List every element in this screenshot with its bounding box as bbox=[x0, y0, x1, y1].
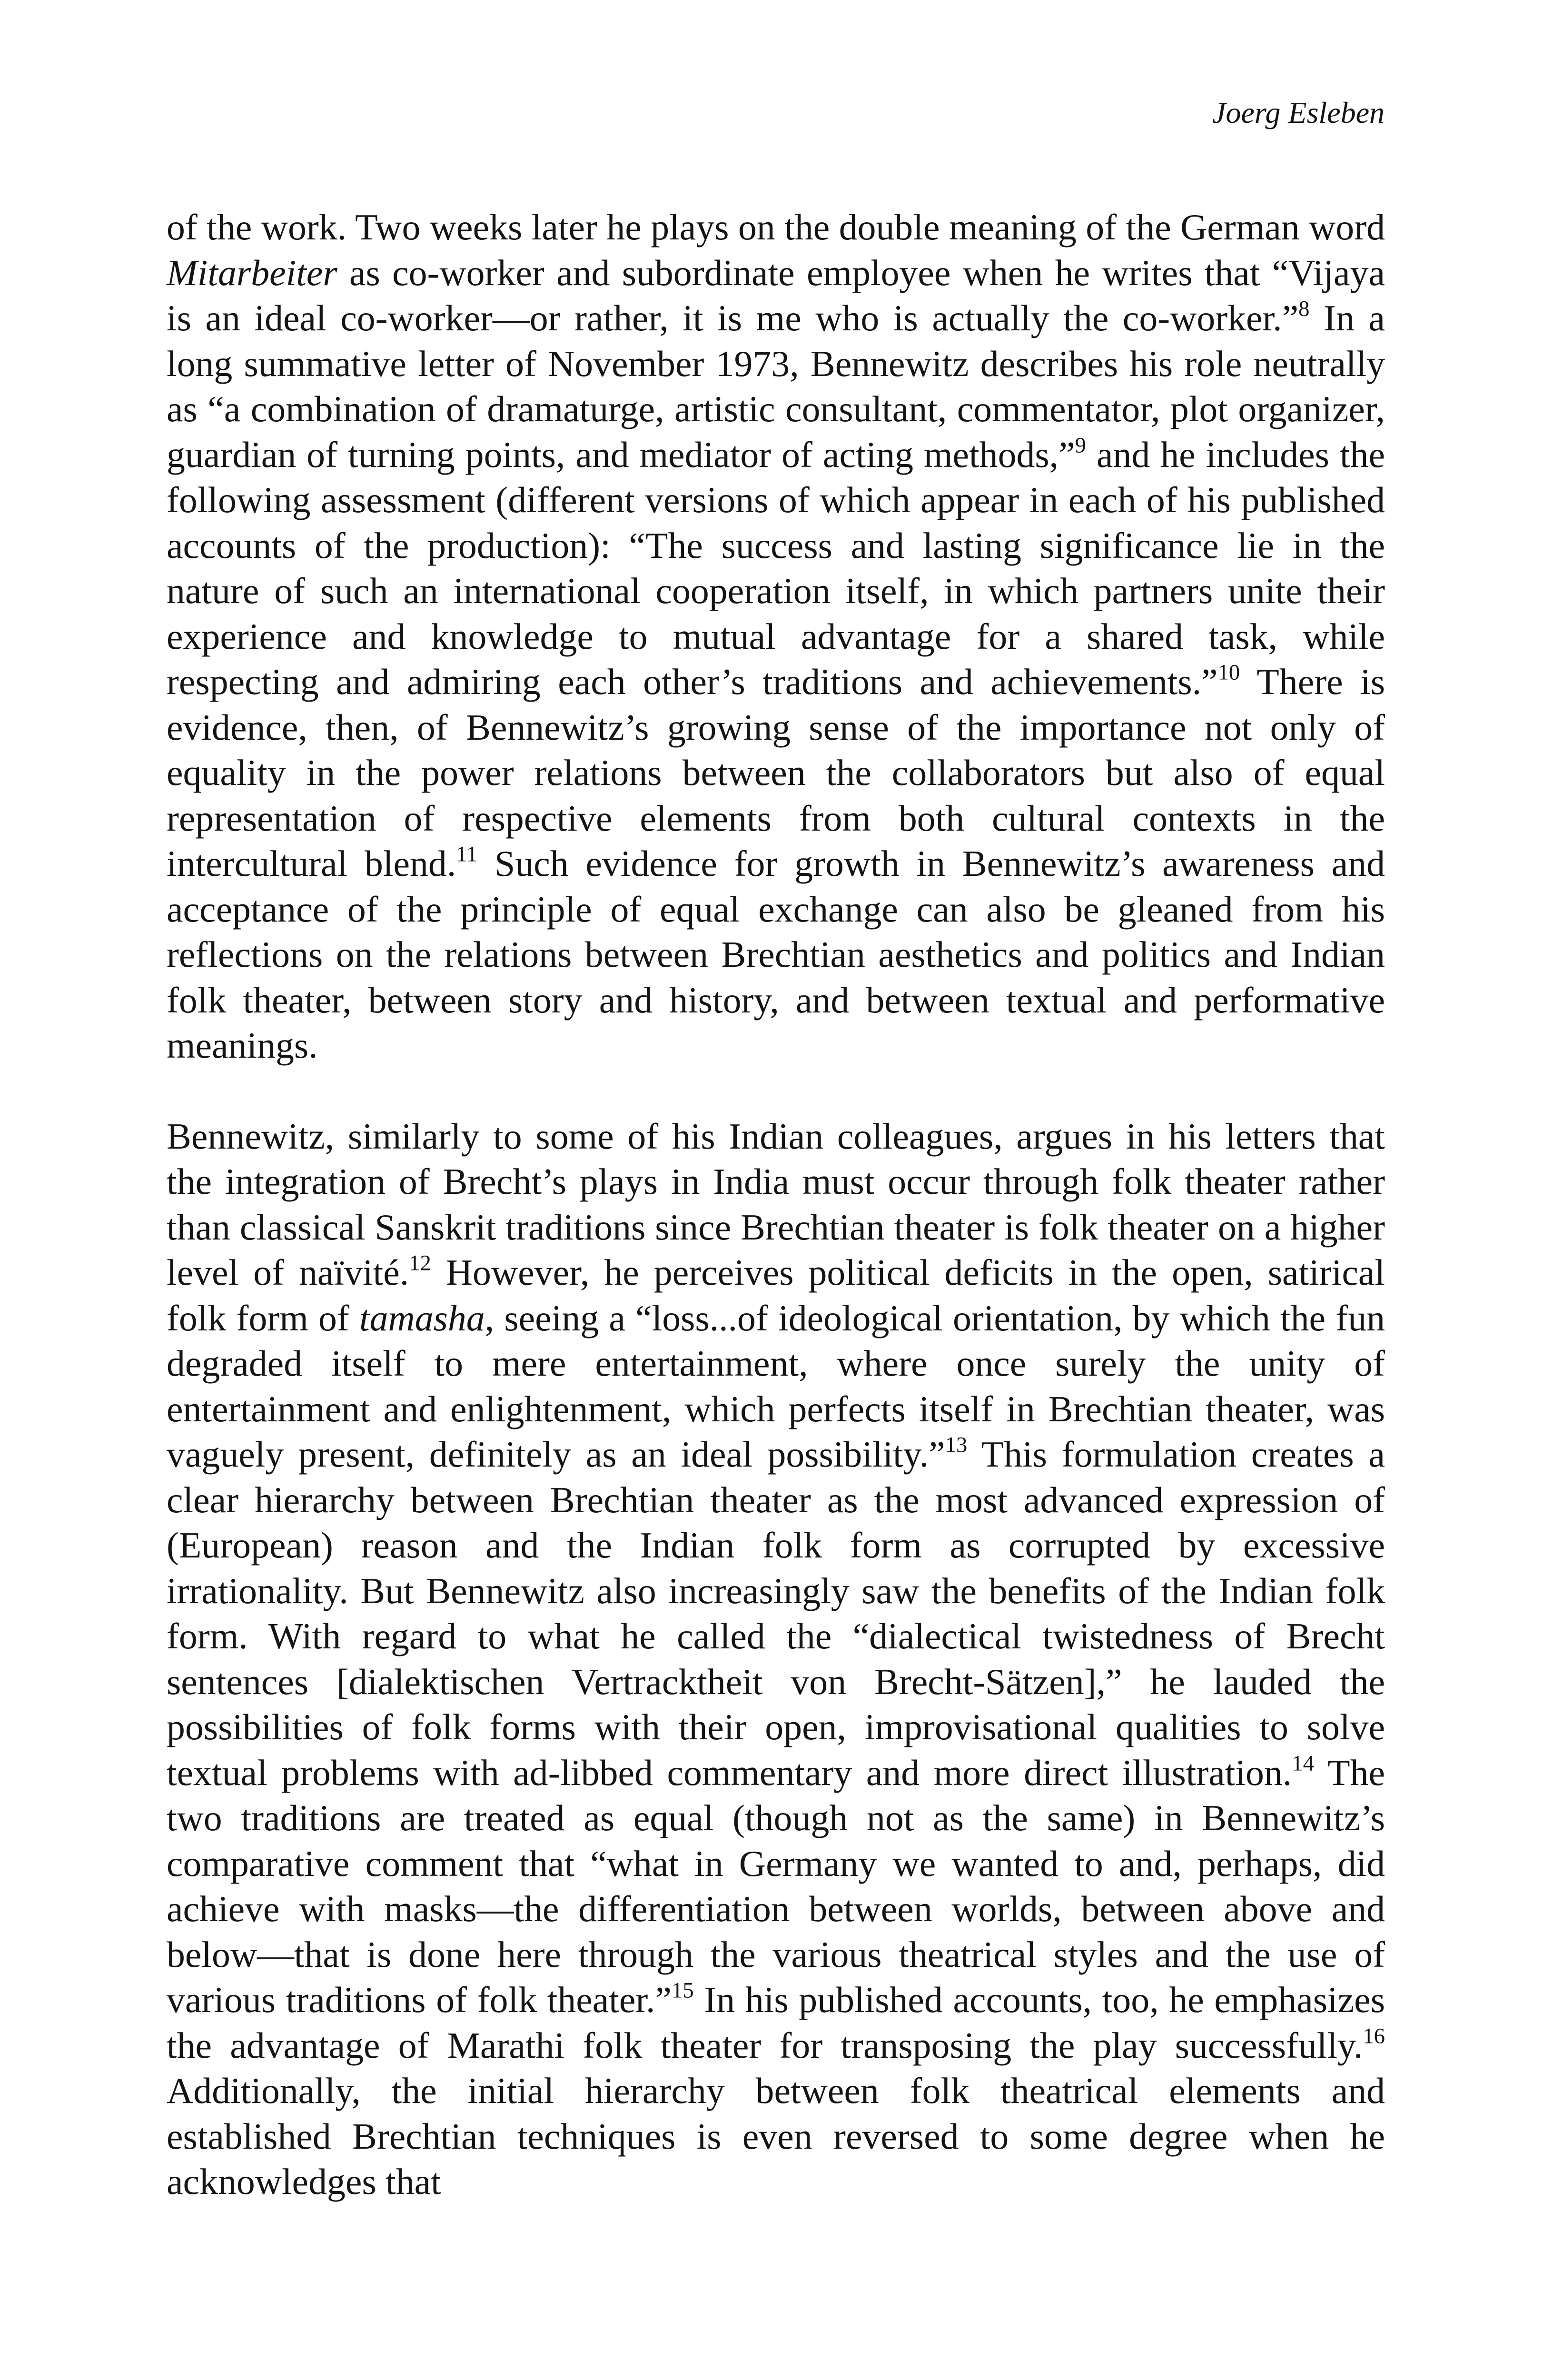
text-run: Such evidence for growth in Bennewitz’s awareness and acceptance of the principle of equal exchange can also be gleaned from his reflections on the relations between Brechtian aesthetics and politics and Indian folk theater, between story and history, and between textual and performative meanings. bbox=[167, 843, 1385, 1066]
footnote-marker: 11 bbox=[456, 842, 478, 867]
footnote-marker: 12 bbox=[409, 1250, 431, 1276]
text-run: Additionally, the initial hierarchy between folk theatrical elements and established Brechtian techniques is even reversed to some degree when he acknowledges that bbox=[167, 2070, 1385, 2202]
text-run: and he includes the following assessment (different versions of which appear in each of his published accounts of the production): “The success and lasting significance lie in the nature of such an international cooperation itself, in which partners unite their experience and knowledge to mutual advantage for a shared task, while respecting and admiring each other’s traditions and achievements.” bbox=[167, 434, 1385, 702]
text-run: , seeing a “loss...of ideological orientation, by which the fun degraded itself to mere entertainment, where once surely the unity of entertainment and enlightenment, which perfects itself in Brechtian theater, was vaguely present, definitely as an ideal possibility.” bbox=[167, 1297, 1385, 1475]
italic-term: tamasha bbox=[359, 1297, 485, 1339]
footnote-marker: 8 bbox=[1298, 296, 1310, 321]
text-run: In a long summative letter of November 1973, Bennewitz describes his role neutrally as “a combination of dramaturge, artistic consultant, commentator, plot organizer, guardian of turning points, and mediator of acting methods,” bbox=[167, 298, 1385, 475]
footnote-marker: 16 bbox=[1363, 2023, 1385, 2049]
paragraph bbox=[167, 205, 1385, 1069]
text-run: There is evidence, then, of Bennewitz’s growing sense of the importance not only of equality in the power relations between the collaborators but also of equal representation of respective elements from both cultural contexts in the intercultural blend. bbox=[167, 661, 1385, 884]
text-run: In his published accounts, too, he emphasizes the advantage of Marathi folk theater for transposing the play successfully. bbox=[167, 1979, 1385, 2066]
text-run: Bennewitz, similarly to some of his Indian colleagues, argues in his letters that the integration of Brecht’s plays in India must occur through folk theater rather than classical Sanskrit traditions since Brechtian theater is folk theater on a higher level of naïvité. bbox=[167, 1115, 1385, 1293]
paragraph bbox=[167, 1114, 1385, 2205]
footnote-marker: 14 bbox=[1292, 1751, 1314, 1776]
text-run: The two traditions are treated as equal (though not as the same) in Bennewitz’s comparative comment that “what in Germany we wanted to and, perhaps, did achieve with masks—the differentiation between worlds, between above and below—that is done here through the various theatrical styles and the use of various traditions of folk theater.” bbox=[167, 1752, 1385, 2020]
footnote-marker: 9 bbox=[1075, 433, 1086, 458]
footnote-marker: 15 bbox=[672, 1978, 694, 2003]
text-run: of the work. Two weeks later he plays on the double meaning of the German word bbox=[167, 207, 1385, 248]
text-run: This formulation creates a clear hierarchy between Brechtian theater as the most advanced expression of (European) reason and the Indian folk form as corrupted by excessive irrationality. But Bennewitz also increasingly saw the benefits of the Indian folk form. With regard to what he called the “dialectical twistedness of Brecht sentences [dialektischen Vertracktheit von Brecht-Sätzen],” he lauded the possibilities of folk forms with their open, improvisational qualities to solve textual problems with ad-libbed commentary and more direct illustration. bbox=[167, 1434, 1385, 1793]
text-run: However, he perceives political deficits in the open, satirical folk form of bbox=[167, 1252, 1385, 1339]
footnote-marker: 10 bbox=[1217, 660, 1240, 685]
footnote-marker: 13 bbox=[945, 1432, 968, 1458]
body-text bbox=[167, 205, 1385, 2205]
running-head-author: Joerg Esleben bbox=[1212, 96, 1385, 129]
text-run: as co-worker and subordinate employee when he writes that “Vijaya is an ideal co-worker—or rather, it is me who is actually the co-worker.” bbox=[167, 252, 1385, 338]
italic-term: Mitarbeiter bbox=[167, 252, 337, 293]
